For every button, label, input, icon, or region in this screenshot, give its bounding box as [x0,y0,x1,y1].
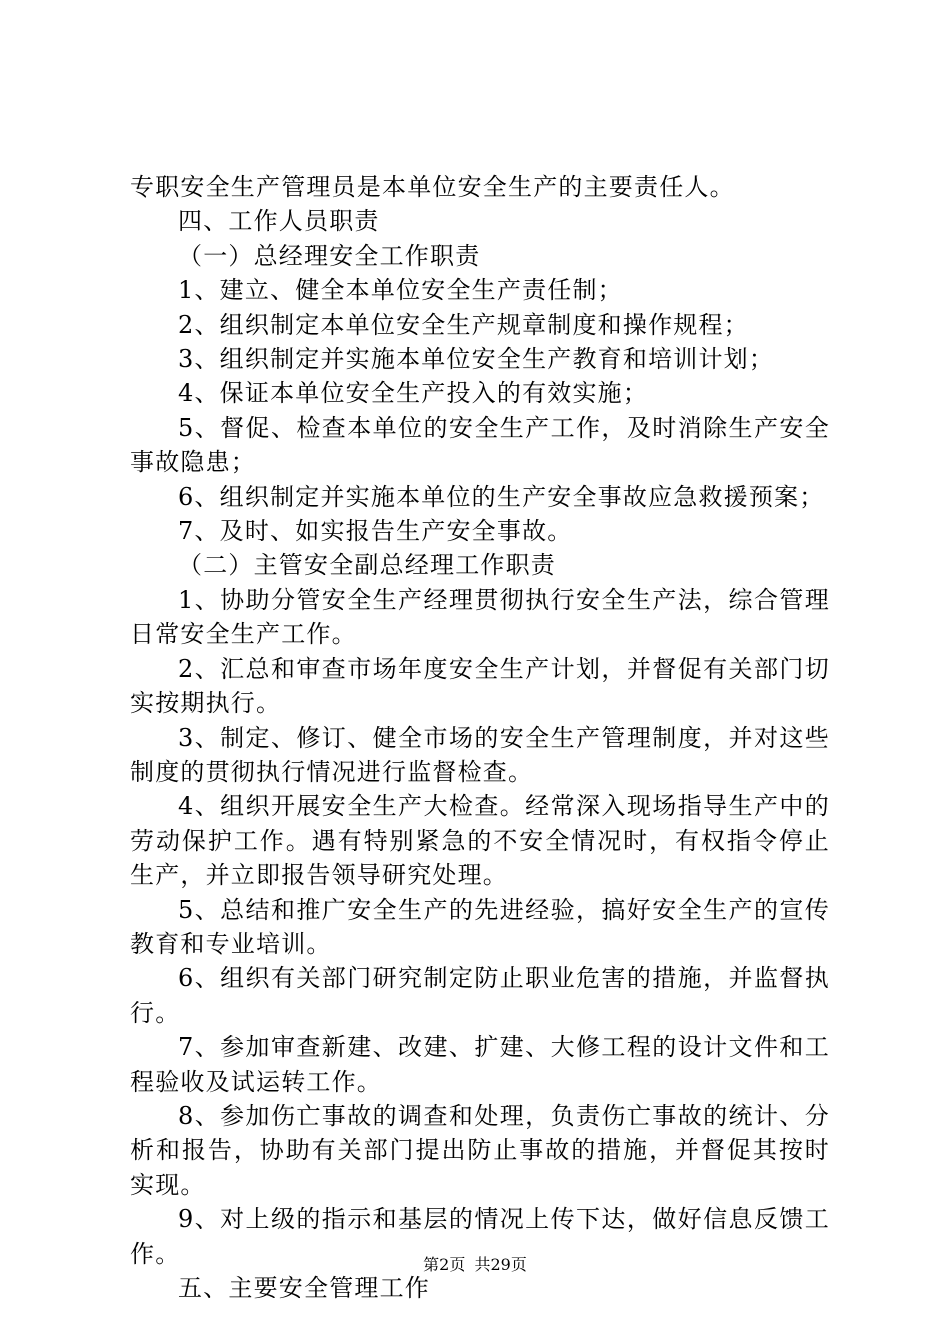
total-pages: 共29页 [474,1255,527,1274]
paragraph: 2、组织制定本单位安全生产规章制度和操作规程； [178,310,749,339]
paragraph: 4、保证本单位安全生产投入的有效实施； [178,379,649,408]
paragraph: 7、及时、如实报告生产安全事故。 [178,517,573,546]
paragraph: （二）主管安全副总经理工作职责 [178,551,556,580]
paragraph: 2、汇总和审查市场年度安全生产计划，并督促有关部门切实按期执行。 [130,654,830,718]
paragraph: 5、总结和推广安全生产的先进经验，搞好安全生产的宣传教育和专业培训。 [130,895,830,958]
paragraph: 5、督促、检查本单位的安全生产工作，及时消除生产安全事故隐患； [130,413,830,477]
paragraph: 9、对上级的指示和基层的情况上传下达，做好信息反馈工作。 [130,1205,830,1268]
paragraph: （一）总经理安全工作职责 [178,241,481,270]
paragraph: 1、建立、健全本单位安全生产责任制； [178,276,623,305]
page-number: 第2页 [423,1255,466,1274]
document-body [130,170,830,1305]
paragraph: 8、参加伤亡事故的调查和处理，负责伤亡事故的统计、分析和报告，协助有关部门提出防止事故的措施，并督促其按时实现。 [130,1101,830,1199]
paragraph: 四、工作人员职责 [178,207,380,236]
paragraph: 1、协助分管安全生产经理贯彻执行安全生产法，综合管理日常安全生产工作。 [130,585,830,649]
paragraph: 7、参加审查新建、改建、扩建、大修工程的设计文件和工程验收及试运转工作。 [130,1033,830,1096]
paragraph: 6、组织制定并实施本单位的生产安全事故应急救援预案； [178,482,825,511]
paragraph: 4、组织开展安全生产大检查。经常深入现场指导生产中的劳动保护工作。遇有特别紧急的不安全情况时，有权指令停止生产，并立即报告领导研究处理。 [130,792,830,890]
paragraph: 3、组织制定并实施本单位安全生产教育和培训计划； [178,345,775,374]
paragraph: 3、制定、修订、健全市场的安全生产管理制度，并对这些制度的贯彻执行情况进行监督检查。 [130,723,830,786]
paragraph: 五、主要安全管理工作 [178,1274,430,1302]
paragraph: 6、组织有关部门研究制定防止职业危害的措施，并监督执行。 [130,964,830,1027]
page-footer [0,1252,950,1275]
paragraph: 专职安全生产管理员是本单位安全生产的主要责任人。 [130,173,735,201]
